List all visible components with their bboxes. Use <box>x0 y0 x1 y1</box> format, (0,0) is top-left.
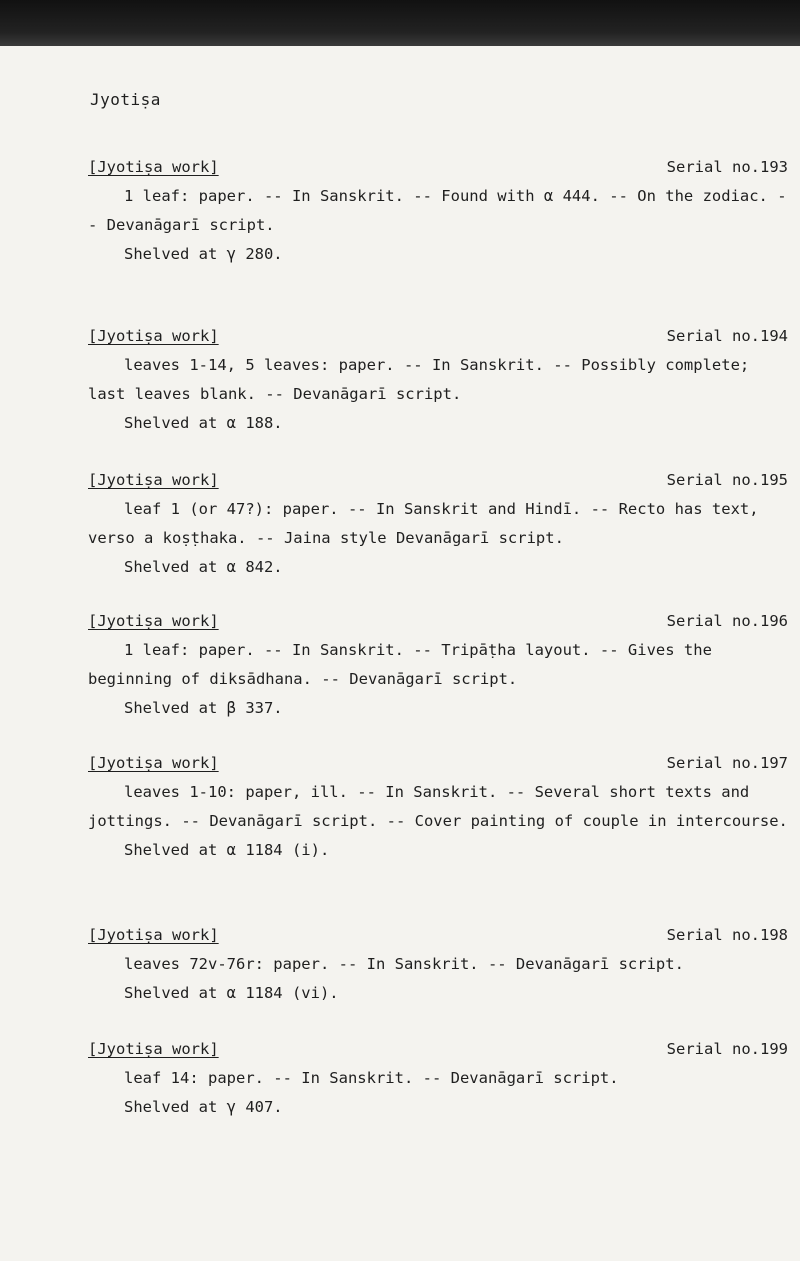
catalog-entry <box>88 322 788 438</box>
catalog-entry <box>88 466 788 582</box>
catalog-entry <box>88 607 788 723</box>
entry-title: [Jyotiṣa work] <box>88 612 219 630</box>
entry-shelfmark: Shelved at α 1184 (vi). <box>124 984 339 1002</box>
entry-shelfmark: Shelved at α 842. <box>124 558 283 576</box>
page-title: Jyotiṣa <box>90 90 161 109</box>
entry-description: 1 leaf: paper. -- In Sanskrit. -- Found with α 444. -- On the zodiac. -- Devanāgarī script. <box>88 187 787 234</box>
entry-serial: Serial no.193 <box>666 158 788 176</box>
entry-shelfmark: Shelved at γ 280. <box>124 245 283 263</box>
entry-heading <box>88 607 788 636</box>
entry-heading <box>88 322 788 351</box>
entry-title: [Jyotiṣa work] <box>88 471 219 489</box>
entry-description: leaf 1 (or 47?): paper. -- In Sanskrit and Hindī. -- Recto has text, verso a koṣṭhaka. -- Jaina style Devanāgarī script. <box>88 500 759 547</box>
entry-shelfmark: Shelved at γ 407. <box>124 1098 283 1116</box>
catalog-entry <box>88 1035 788 1122</box>
entry-shelfmark: Shelved at α 188. <box>124 414 283 432</box>
entry-serial: Serial no.195 <box>666 471 788 489</box>
entry-description: leaves 1-14, 5 leaves: paper. -- In Sanskrit. -- Possibly complete; last leaves blank. -- Devanāgarī script. <box>88 356 750 403</box>
entry-description: leaf 14: paper. -- In Sanskrit. -- Devanāgarī script. <box>124 1069 619 1087</box>
entry-title: [Jyotiṣa work] <box>88 158 219 176</box>
entry-serial: Serial no.197 <box>666 754 788 772</box>
entry-description: leaves 1-10: paper, ill. -- In Sanskrit. -- Several short texts and jottings. -- Devanāgarī script. -- Cover painting of couple in intercourse. <box>88 783 788 830</box>
catalog-entry <box>88 749 788 865</box>
catalog-entry <box>88 153 788 269</box>
entry-shelfmark: Shelved at β 337. <box>124 699 283 717</box>
entry-serial: Serial no.196 <box>666 612 788 630</box>
entry-serial: Serial no.194 <box>666 327 788 345</box>
entry-description: leaves 72v-76r: paper. -- In Sanskrit. -- Devanāgarī script. <box>124 955 684 973</box>
entry-title: [Jyotiṣa work] <box>88 1040 219 1058</box>
entry-heading <box>88 1035 788 1064</box>
entry-heading <box>88 153 788 182</box>
entry-shelfmark: Shelved at α 1184 (i). <box>124 841 330 859</box>
entry-title: [Jyotiṣa work] <box>88 926 219 944</box>
entry-heading <box>88 466 788 495</box>
entry-title: [Jyotiṣa work] <box>88 754 219 772</box>
scan-top-band <box>0 0 800 46</box>
entry-description: 1 leaf: paper. -- In Sanskrit. -- Tripāṭha layout. -- Gives the beginning of diksādhana. -- Devanāgarī script. <box>88 641 712 688</box>
catalog-entry <box>88 921 788 1008</box>
entry-serial: Serial no.199 <box>666 1040 788 1058</box>
entry-heading <box>88 749 788 778</box>
entry-title: [Jyotiṣa work] <box>88 327 219 345</box>
entry-heading <box>88 921 788 950</box>
entry-serial: Serial no.198 <box>666 926 788 944</box>
